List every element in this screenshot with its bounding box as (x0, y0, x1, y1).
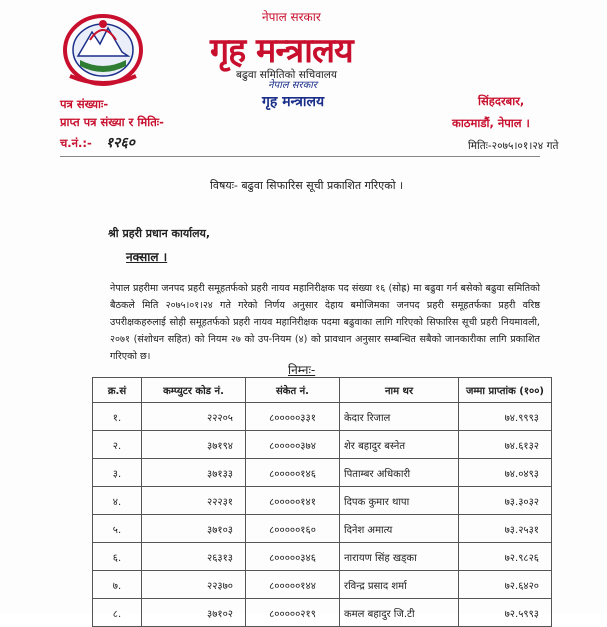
name-cell: कमल बहादुर जि.टी (340, 599, 459, 627)
computer-code-cell: २२३७० (142, 571, 246, 599)
name-cell: शेर बहादुर बस्नेत (340, 431, 459, 459)
list-heading: निम्नः- (288, 363, 316, 377)
column-header-symbol-no: संकेत नं. (246, 378, 340, 403)
symbol-number-cell: ८०००००१६० (246, 515, 340, 543)
name-cell: नारायण सिंह खड्का (340, 543, 459, 571)
letter-number-label: पत्र संख्याः- (60, 97, 109, 111)
serial-cell: ३. (93, 459, 142, 487)
nepal-emblem-icon (60, 10, 146, 86)
table-row (93, 543, 552, 571)
total-score-cell: ७२.९८२६ (459, 543, 552, 571)
table-row (93, 459, 552, 487)
name-cell: केदार रिजाल (340, 403, 459, 431)
serial-cell: १. (93, 403, 142, 431)
stamp-line-1: नेपाल सरकार (268, 80, 317, 91)
symbol-number-cell: ८०००००३४६ (246, 543, 340, 571)
recipient-location: नक्साल । (126, 250, 168, 264)
column-header-name: नाम थर (340, 378, 459, 403)
total-score-cell: ७४.०४९३ (459, 459, 552, 487)
recommendation-table (92, 377, 552, 627)
column-header-total-score: जम्मा प्राप्तांक (१००) (459, 378, 552, 403)
computer-code-cell: ३७१९४ (142, 431, 246, 459)
computer-code-cell: २६३१३ (142, 543, 246, 571)
dispatch-label: च.नं.:- (60, 136, 92, 150)
table-row (93, 431, 552, 459)
recipient-office: श्री प्रहरी प्रधान कार्यालय, (108, 227, 211, 240)
name-cell: रविन्द्र प्रसाद शर्मा (340, 571, 459, 599)
government-name: नेपाल सरकार (262, 10, 321, 24)
symbol-number-cell: ८०००००१४१ (246, 487, 340, 515)
total-score-cell: ७४.६१३२ (459, 431, 552, 459)
computer-code-cell: ३७१०३ (142, 515, 246, 543)
computer-code-cell: २२२०५ (142, 403, 246, 431)
total-score-cell: ७२.५९९३ (459, 599, 552, 627)
table-row (93, 571, 552, 599)
computer-code-cell: ३७१३३ (142, 459, 246, 487)
dispatch-number-label (60, 133, 135, 152)
column-header-serial: क्र.सं (93, 378, 142, 403)
name-cell: पिताम्बर अधिकारी (340, 459, 459, 487)
serial-cell: ७. (93, 571, 142, 599)
column-header-computer-code: कम्प्युटर कोड नं. (142, 378, 246, 403)
total-score-cell: ७२.६४२० (459, 571, 552, 599)
serial-cell: ५. (93, 515, 142, 543)
table-header-row (93, 378, 552, 403)
table-row (93, 403, 552, 431)
name-cell: दिनेश अमात्य (340, 515, 459, 543)
total-score-cell: ७३.३०३२ (459, 487, 552, 515)
symbol-number-cell: ८०००००२१९ (246, 599, 340, 627)
symbol-number-cell: ८०००००३३१ (246, 403, 340, 431)
table-row (93, 515, 552, 543)
letter-date: मितिः-२०७५।०१।२४ गते (468, 140, 559, 152)
symbol-number-cell: ८०००००३७४ (246, 431, 340, 459)
ministry-title: गृह मन्त्रालय (210, 31, 353, 71)
stamp-line-2: गृह मन्त्रालय (262, 94, 325, 110)
symbol-number-cell: ८०००००१४६ (246, 459, 340, 487)
name-cell: दिपक कुमार थापा (340, 487, 459, 515)
computer-code-cell: ३७१०२ (142, 599, 246, 627)
table-row (93, 487, 552, 515)
header-divider (60, 156, 540, 157)
serial-cell: ८. (93, 599, 142, 627)
place-name: सिंहदरबार, (478, 94, 525, 108)
serial-cell: ६. (93, 543, 142, 571)
secretariat-name: बढुवा समितिको सचिवालय (236, 69, 337, 81)
letter-body: नेपाल प्रहरीमा जनपद प्रहरी समूहतर्फको प्रहरी नायव महानिरीक्षक पद संख्या १६ (सोह्र) मा बढुवा गर्न बसेको बढुवा समितिको बैठकले मिति २०७५।०१।२४ गते गरेको निर्णय अनुसार देहाय बमोजिमका जनपद प्रहरी समूहतर्फका प्रहरी वरिष्ठ उपरीक्षकहरुलाई सोही समूहतर्फको प्रहरी नायव महानिरीक्षक पदमा बढुवाका लागि गरिएको सिफारिस सूची प्रहरी नियमावली, २०७१ (संशोधन सहित) को नियम २७ को उप-नियम (४) को प्रावधान अनुसार सम्बन्धित सबैको जानकारीका लागि प्रकाशित गरिएको छ। (110, 283, 540, 362)
official-stamp (248, 72, 344, 112)
serial-cell: ४. (93, 487, 142, 515)
city-name: काठमाडौं, नेपाल । (452, 116, 530, 130)
received-letter-label: प्राप्त पत्र संख्या र मितिः- (60, 115, 164, 129)
symbol-number-cell: ८०००००१४४ (246, 571, 340, 599)
total-score-cell: ७४.९९९३ (459, 403, 552, 431)
total-score-cell: ७३.२५३१ (459, 515, 552, 543)
serial-cell: २. (93, 431, 142, 459)
subject-line: विषयः- बढुवा सिफारिस सूची प्रकाशित गरिएको । (210, 179, 404, 192)
computer-code-cell: २२२३१ (142, 487, 246, 515)
dispatch-number: १२६० (105, 135, 135, 151)
